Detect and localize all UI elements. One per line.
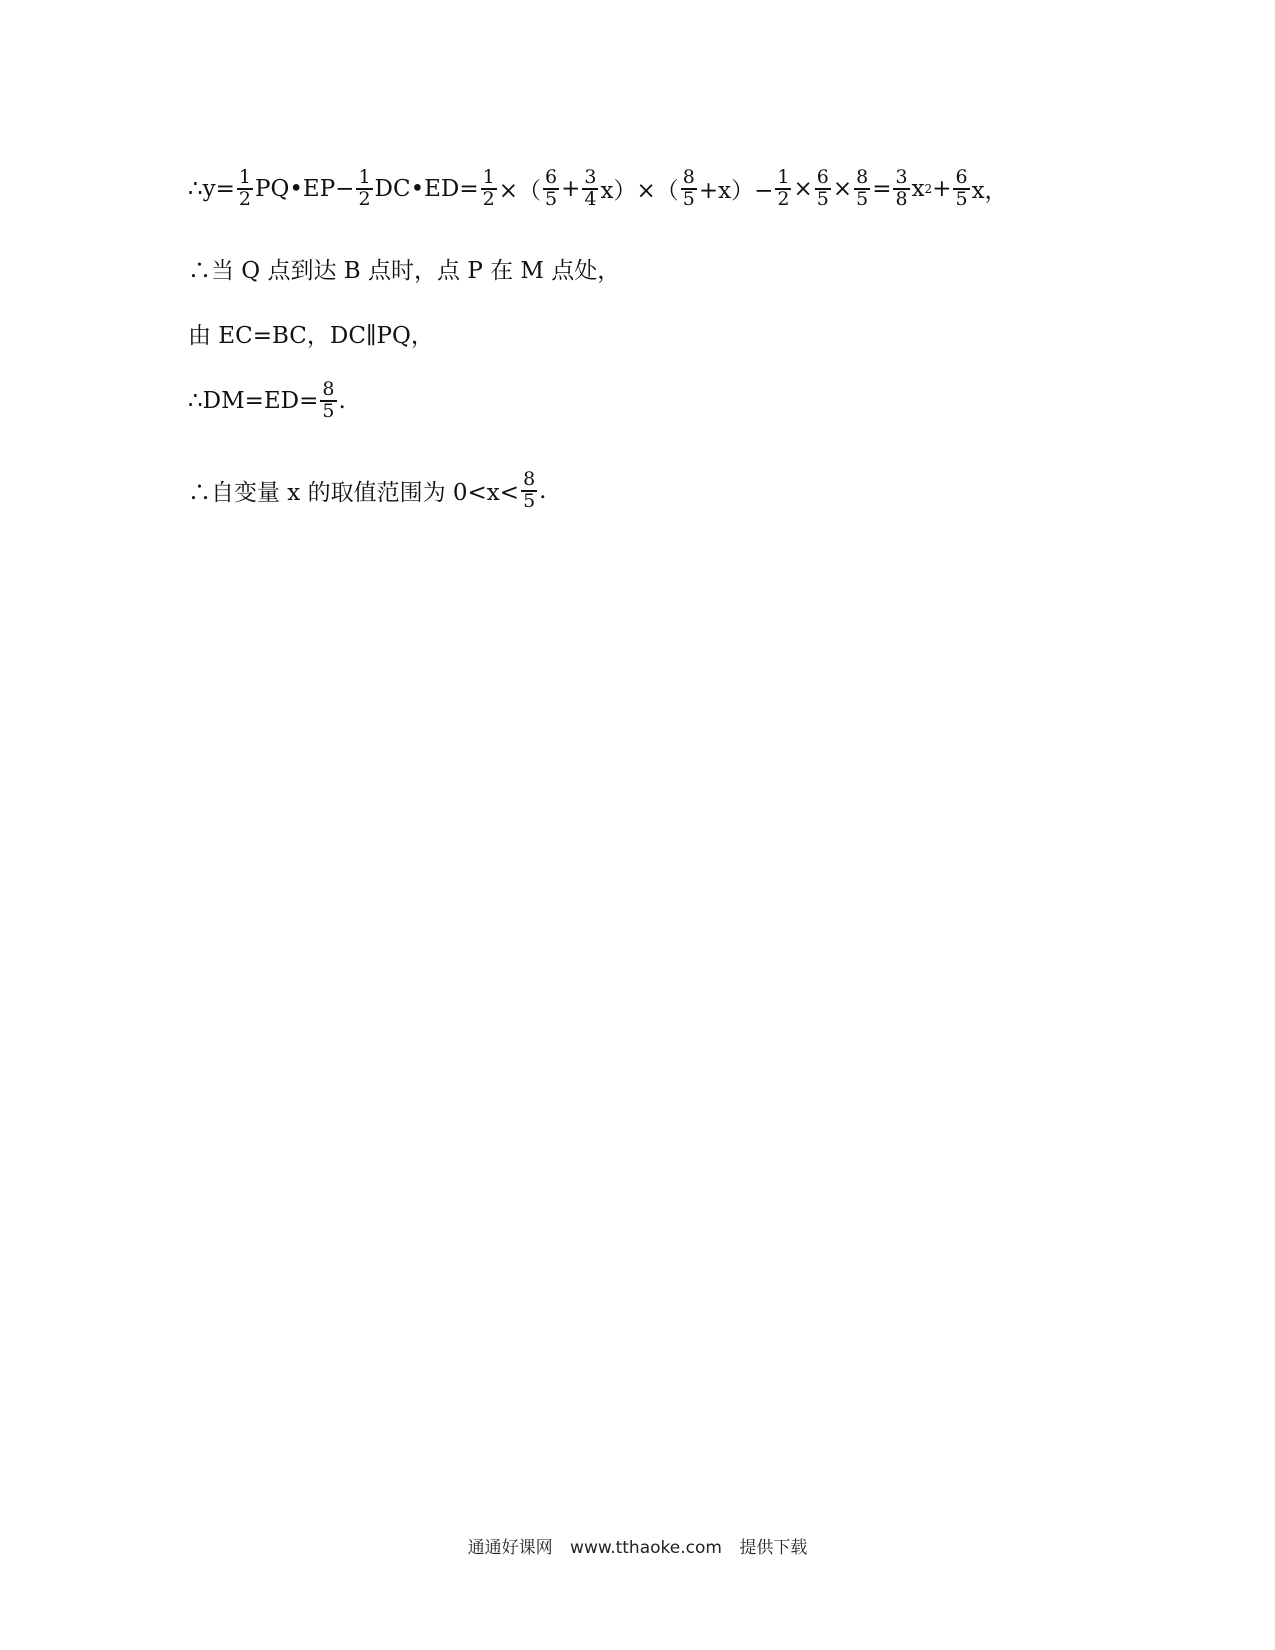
text: ∴y=	[188, 175, 235, 202]
page-footer	[0, 1533, 1275, 1558]
text: ×	[832, 175, 853, 202]
site-name: 通通好课网	[467, 1538, 553, 1558]
text: PQ•EP−	[255, 175, 355, 202]
text: ∴自变量 x 的取值范围为 0<x<	[188, 480, 520, 507]
text: +	[932, 175, 952, 202]
text: .	[338, 387, 346, 414]
fraction: $\frac{1}{2}$	[482, 166, 495, 210]
text: 由 EC=BC，DC∥PQ，	[188, 323, 434, 349]
fraction: $\frac{8}{5}$	[322, 378, 335, 422]
fraction: $\frac{1}{2}$	[238, 166, 251, 210]
fraction: $\frac{3}{8}$	[895, 166, 908, 210]
fraction: $\frac{8}{5}$	[523, 468, 536, 512]
fraction: $\frac{3}{4}$	[584, 166, 597, 210]
fraction: $\frac{6}{5}$	[816, 166, 829, 210]
fraction: $\frac{6}{5}$	[545, 166, 558, 210]
text-line-2	[188, 252, 620, 285]
text: x，	[971, 178, 1008, 205]
text: DC•ED=	[374, 175, 479, 202]
equation-line-5	[188, 470, 546, 512]
fraction: $\frac{1}{2}$	[777, 166, 790, 210]
text: +	[561, 175, 581, 202]
superscript: 2	[924, 181, 933, 196]
text: ×（	[498, 178, 542, 205]
text: x	[911, 175, 925, 202]
text: ×	[793, 175, 813, 202]
site-url[interactable]: www.tthaoke.com	[570, 1538, 722, 1558]
fraction: $\frac{1}{2}$	[358, 166, 371, 210]
equation-line-4	[188, 380, 346, 422]
text: =	[872, 175, 892, 202]
text: ∴当 Q 点到达 B 点时，点 P 在 M 点处，	[188, 258, 621, 284]
footer-suffix: 提供下载	[739, 1538, 808, 1558]
equation-line-1	[188, 168, 1008, 210]
text: x）×（	[600, 178, 679, 205]
text: +x）−	[698, 178, 774, 205]
text-line-3	[188, 317, 434, 350]
fraction: $\frac{8}{5}$	[682, 166, 695, 210]
text: ∴DM=ED=	[188, 387, 319, 414]
text: .	[539, 477, 547, 504]
fraction: $\frac{6}{5}$	[955, 166, 968, 210]
fraction: $\frac{8}{5}$	[856, 166, 869, 210]
